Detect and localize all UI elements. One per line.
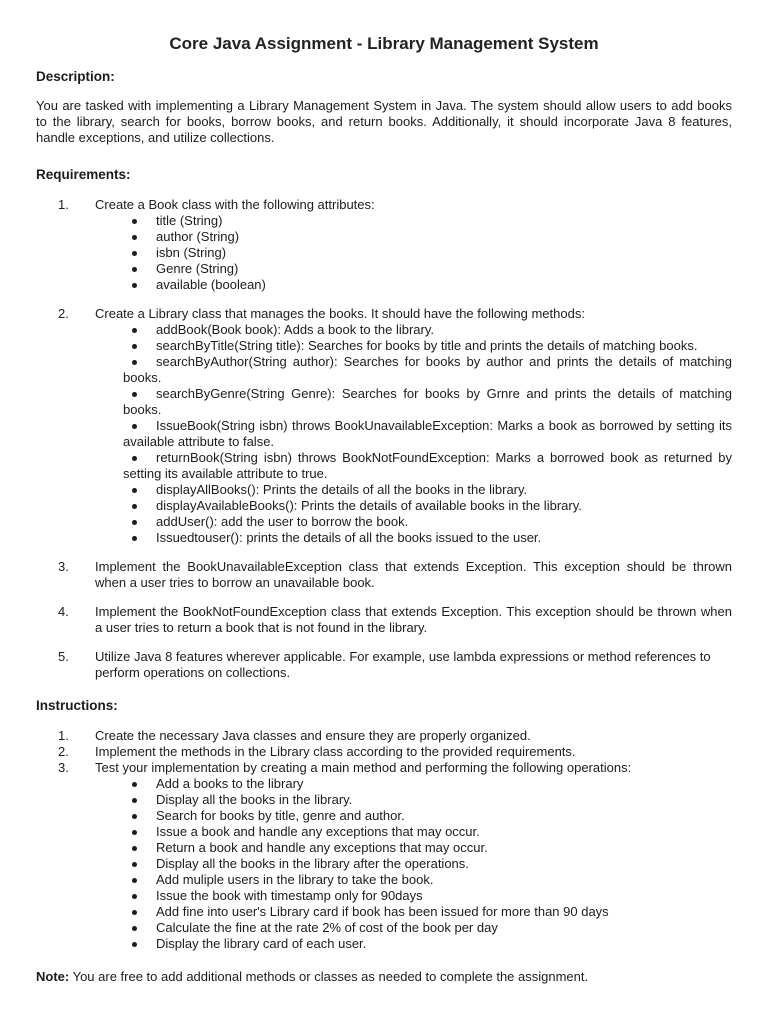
list-item [36, 245, 732, 261]
bullet-dot-icon [132, 219, 137, 224]
bullet-dot-icon [132, 830, 137, 835]
bullet-dot-icon [132, 328, 137, 333]
list-item [36, 920, 732, 936]
list-item [36, 482, 732, 498]
list-item [36, 514, 732, 530]
list-item [36, 904, 732, 920]
bullet-dot-icon [132, 894, 137, 899]
instruction-item-3 [36, 760, 732, 776]
list-item [36, 322, 732, 338]
bullet-dot-icon [132, 344, 137, 349]
bullet-dot-icon [132, 424, 137, 429]
list-number: 1. [58, 728, 69, 743]
list-item [36, 824, 732, 840]
bullet-text: searchByGenre(String Genre): Searches for books by Grnre and prints the details of matching books. [123, 386, 732, 417]
bullet-text: Genre (String) [156, 261, 239, 276]
list-item-text: Create a Book class with the following attributes: [95, 197, 375, 212]
list-item [36, 792, 732, 808]
bullet-text: isbn (String) [156, 245, 227, 260]
list-item [36, 450, 732, 482]
requirement-item-1 [36, 197, 732, 213]
bullet-text: addUser(): add the user to borrow the book. [156, 514, 409, 529]
bullet-dot-icon [132, 942, 137, 947]
bullet-dot-icon [132, 910, 137, 915]
list-number: 2. [58, 744, 69, 759]
list-item [36, 776, 732, 792]
list-item [36, 338, 732, 354]
list-item [36, 386, 732, 418]
list-item [36, 213, 732, 229]
bullet-text: Display the library card of each user. [156, 936, 367, 951]
bullet-text: title (String) [156, 213, 223, 228]
bullet-text: Issue the book with timestamp only for 90days [156, 888, 423, 903]
requirement-item-4 [36, 604, 732, 636]
bullet-dot-icon [132, 798, 137, 803]
note-text: You are free to add additional methods or classes as needed to complete the assignment. [69, 969, 589, 984]
list-item-text: Utilize Java 8 features wherever applicable. For example, use lambda expressions or method references to perform operations on collections. [95, 649, 711, 680]
list-item-text: Implement the BookNotFoundException class that extends Exception. This exception should be thrown when a user tries to return a book that is not found in the library. [95, 604, 732, 635]
list-item [36, 936, 732, 952]
bullet-dot-icon [132, 862, 137, 867]
list-item [36, 277, 732, 293]
bullet-text: IssueBook(String isbn) throws BookUnavailableException: Marks a book as borrowed by setting its available attribute to false. [123, 418, 732, 449]
requirement-2-bullets [36, 322, 732, 546]
list-item [36, 498, 732, 514]
bullet-text: available (boolean) [156, 277, 266, 292]
list-item [36, 530, 732, 546]
requirement-item-5 [36, 649, 732, 681]
list-number: 3. [58, 559, 69, 574]
list-item-text: Create a Library class that manages the books. It should have the following methods: [95, 306, 585, 321]
bullet-text: addBook(Book book): Adds a book to the library. [156, 322, 434, 337]
requirements-heading: Requirements: [36, 167, 131, 182]
note-label: Note: [36, 969, 70, 984]
bullet-text: searchByAuthor(String author): Searches for books by author and prints the details of matching books. [123, 354, 732, 385]
instructions-heading: Instructions: [36, 698, 118, 713]
list-item [36, 229, 732, 245]
list-item [36, 856, 732, 872]
bullet-text: displayAllBooks(): Prints the details of all the books in the library. [156, 482, 528, 497]
instruction-3-bullets [36, 776, 732, 952]
bullet-text: Search for books by title, genre and author. [156, 808, 405, 823]
page-title: Core Java Assignment - Library Management System [169, 34, 599, 53]
bullet-text: Add a books to the library [156, 776, 304, 791]
list-item-text: Implement the BookUnavailableException class that extends Exception. This exception should be thrown when a user tries to borrow an unavailable book. [95, 559, 732, 590]
bullet-dot-icon [132, 814, 137, 819]
requirements-list [36, 197, 732, 681]
list-item [36, 354, 732, 386]
list-item [36, 840, 732, 856]
list-item-text: Implement the methods in the Library class according to the provided requirements. [95, 744, 576, 759]
bullet-dot-icon [132, 536, 137, 541]
description-heading: Description: [36, 69, 115, 84]
bullet-text: Add fine into user's Library card if book has been issued for more than 90 days [156, 904, 609, 919]
list-item-text: Create the necessary Java classes and ensure they are properly organized. [95, 728, 531, 743]
list-item-text: Test your implementation by creating a main method and performing the following operations: [95, 760, 632, 775]
requirement-item-2 [36, 306, 732, 322]
bullet-dot-icon [132, 456, 137, 461]
list-number: 2. [58, 306, 69, 321]
list-item [36, 261, 732, 277]
bullet-text: author (String) [156, 229, 240, 244]
bullet-text: Return a book and handle any exceptions that may occur. [156, 840, 488, 855]
bullet-dot-icon [132, 520, 137, 525]
bullet-text: Calculate the fine at the rate 2% of cost of the book per day [156, 920, 498, 935]
requirement-1-bullets [36, 213, 732, 293]
instruction-item-2 [36, 744, 732, 760]
list-number: 4. [58, 604, 69, 619]
bullet-text: searchByTitle(String title): Searches for books by title and prints the details of matching books. [156, 338, 698, 353]
list-item [36, 872, 732, 888]
bullet-dot-icon [132, 283, 137, 288]
list-item [36, 888, 732, 904]
bullet-dot-icon [132, 878, 137, 883]
instructions-list [36, 728, 732, 952]
list-number: 5. [58, 649, 69, 664]
bullet-dot-icon [132, 926, 137, 931]
bullet-text: Add muliple users in the library to take the book. [156, 872, 434, 887]
bullet-text: displayAvailableBooks(): Prints the details of available books in the library. [156, 498, 582, 513]
bullet-text: Issue a book and handle any exceptions that may occur. [156, 824, 480, 839]
bullet-dot-icon [132, 267, 137, 272]
bullet-dot-icon [132, 235, 137, 240]
note-line [36, 969, 732, 985]
list-number: 1. [58, 197, 69, 212]
bullet-text: Display all the books in the library. [156, 792, 353, 807]
list-item [36, 808, 732, 824]
bullet-dot-icon [132, 846, 137, 851]
bullet-text: Issuedtouser(): prints the details of all the books issued to the user. [156, 530, 542, 545]
list-number: 3. [58, 760, 69, 775]
bullet-dot-icon [132, 392, 137, 397]
bullet-dot-icon [132, 251, 137, 256]
bullet-text: returnBook(String isbn) throws BookNotFoundException: Marks a borrowed book as returned by setting its available attribute to true. [123, 450, 732, 481]
bullet-dot-icon [132, 782, 137, 787]
bullet-dot-icon [132, 488, 137, 493]
description-paragraph: You are tasked with implementing a Library Management System in Java. The system should allow users to add books to the library, search for books, borrow books, and return books. Additionally, it should incorporate Java 8 features, handle exceptions, and utilize collections. [36, 98, 732, 145]
requirement-item-3 [36, 559, 732, 591]
bullet-text: Display all the books in the library after the operations. [156, 856, 469, 871]
bullet-dot-icon [132, 504, 137, 509]
list-item [36, 418, 732, 450]
instruction-item-1 [36, 728, 732, 744]
bullet-dot-icon [132, 360, 137, 365]
